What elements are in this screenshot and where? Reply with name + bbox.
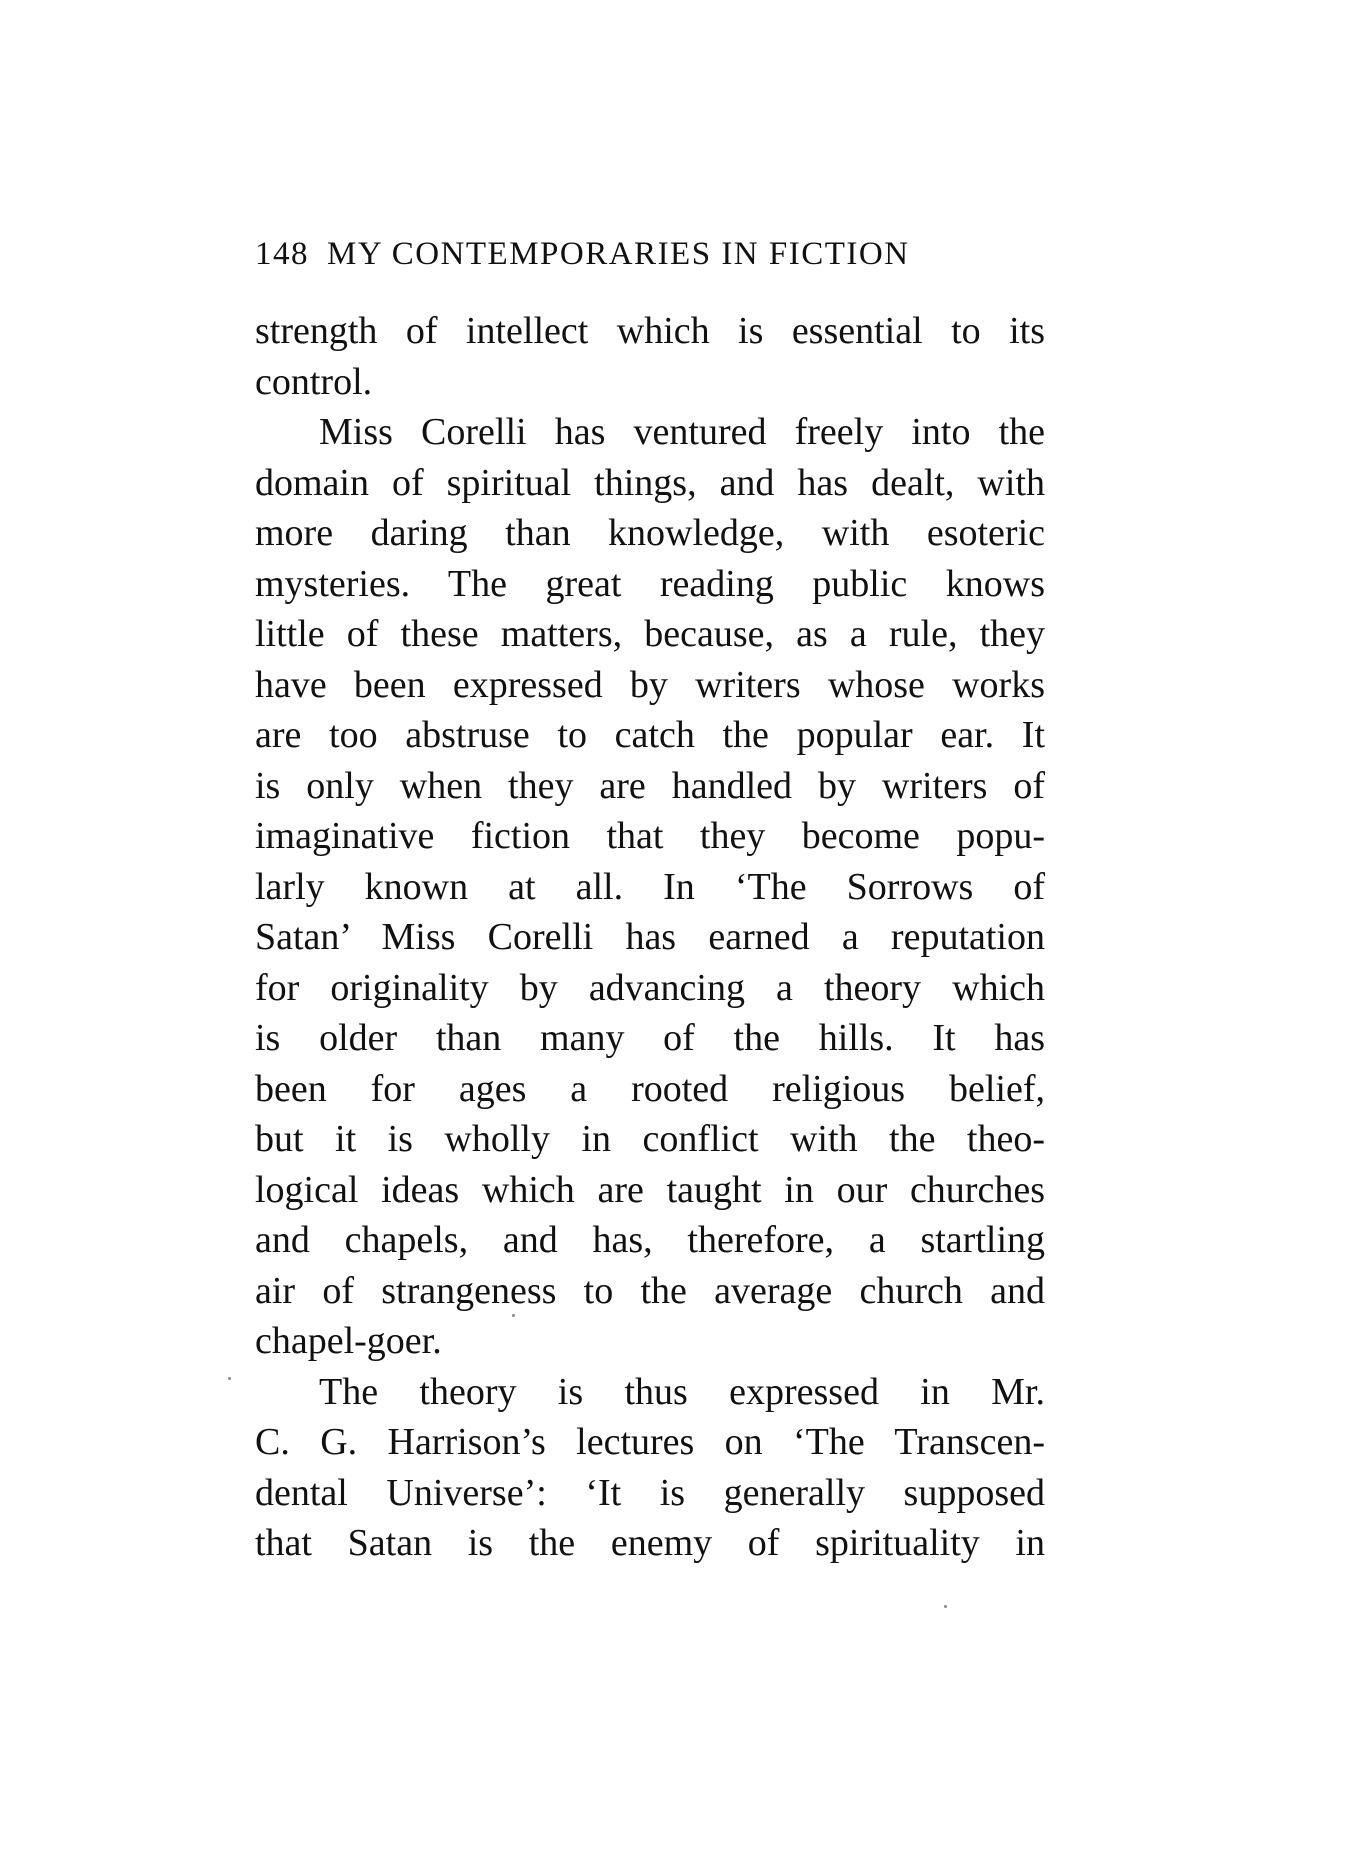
text-line: are too abstruse to catch the popular ear. It — [255, 714, 1045, 756]
text-line: C. G. Harrison’s lectures on ‘The Transcen- — [255, 1421, 1045, 1463]
text-line: is older than many of the hills. It has — [255, 1017, 1045, 1059]
text-line: logical ideas which are taught in our churches — [255, 1168, 1045, 1211]
text-line: strength of intellect which is essential to its — [255, 310, 1045, 352]
text-line: but it is wholly in conflict with the theo- — [255, 1118, 1045, 1160]
running-head — [255, 234, 1045, 274]
text-line: control. — [255, 360, 373, 403]
page-number: 148 — [255, 236, 309, 272]
scan-speck — [228, 1377, 231, 1380]
text-line: mysteries. The great reading public knows — [255, 562, 1045, 605]
scan-speck — [512, 1314, 515, 1317]
text-line: is only when they are handled by writers of — [255, 764, 1045, 807]
text-line: little of these matters, because, as a rule, they — [255, 613, 1045, 655]
text-line: that Satan is the enemy of spirituality in — [255, 1522, 1045, 1564]
text-line: for originality by advancing a theory which — [255, 966, 1045, 1009]
body-text — [255, 306, 1045, 1569]
text-line: dental Universe’: ‘It is generally supposed — [255, 1471, 1045, 1514]
text-line: The theory is thus expressed in Mr. — [319, 1370, 1045, 1413]
paragraph-1 — [255, 306, 1045, 407]
text-line: been for ages a rooted religious belief, — [255, 1067, 1045, 1110]
text-line: air of strangeness to the average church and — [255, 1269, 1045, 1312]
paragraph-3 — [255, 1367, 1045, 1569]
paragraph-2 — [255, 407, 1045, 1367]
text-line: more daring than knowledge, with esoteric — [255, 512, 1045, 554]
text-line: imaginative fiction that they become popu- — [255, 815, 1045, 857]
running-title: MY CONTEMPORARIES IN FICTION — [327, 236, 910, 272]
text-line: have been expressed by writers whose works — [255, 663, 1045, 706]
text-line: domain of spiritual things, and has dealt, with — [255, 461, 1045, 504]
text-line: Satan’ Miss Corelli has earned a reputation — [255, 916, 1045, 958]
scan-speck — [944, 1605, 947, 1608]
text-line: larly known at all. In ‘The Sorrows of — [255, 865, 1045, 908]
text-line: and chapels, and has, therefore, a startling — [255, 1219, 1045, 1261]
text-line: chapel-goer. — [255, 1320, 442, 1362]
text-line: Miss Corelli has ventured freely into the — [319, 411, 1045, 453]
